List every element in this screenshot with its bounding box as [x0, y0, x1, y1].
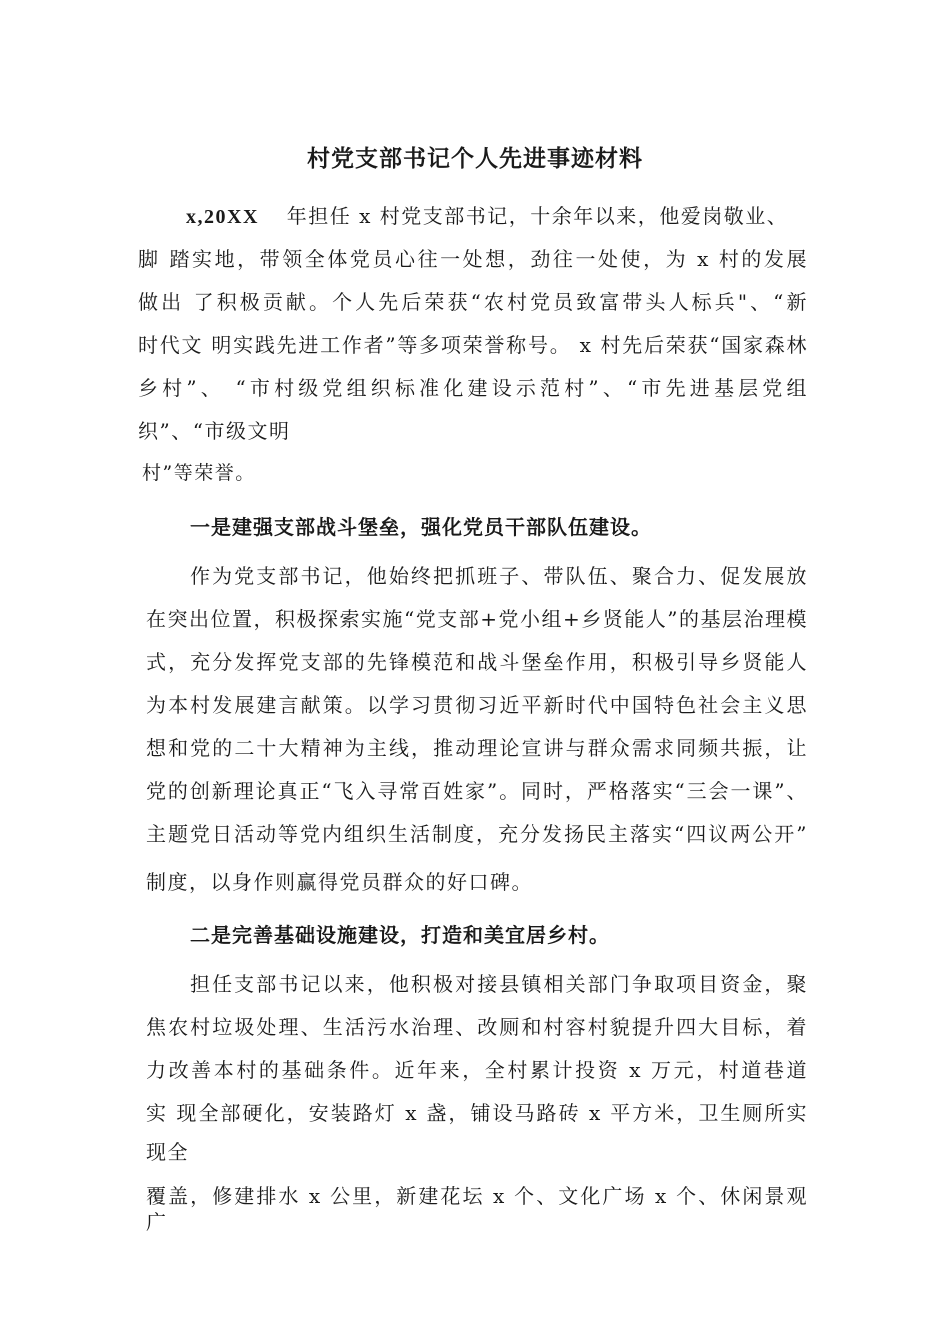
section-1-line-2: 在突出位置，积极探索实施“党支部+党小组+乡贤能人”的基层治理模 [146, 607, 808, 631]
section-1-line-8: 制度，以身作则赢得党员群众的好口碑。 [146, 870, 533, 894]
section-2-heading: 二是完善基础设施建设，打造和美宜居乡村。 [190, 923, 610, 947]
intro-lead: x,20XX [186, 206, 259, 228]
section-2-line-6: 覆盖，修建排水 x 公里，新建花坛 x 个、文化广场 x 个、休闲景观 [146, 1184, 808, 1208]
document-title: 村党支部书记个人先进事迹材料 [307, 146, 643, 172]
section-1-line-1: 作为党支部书记，他始终把抓班子、带队伍、聚合力、促发展放 [190, 564, 808, 588]
section-1-heading: 一是建强支部战斗堡垒，强化党员干部队伍建设。 [190, 515, 652, 539]
section-2-line-1: 担任支部书记以来，他积极对接县镇相关部门争取项目资金，聚 [190, 972, 808, 996]
section-2-line-7: 广 [146, 1210, 168, 1234]
section-2-line-5: 现全 [146, 1140, 189, 1164]
section-1-line-7: 主题党日活动等党内组织生活制度，充分发扬民主落实“四议两公开” [146, 822, 808, 846]
section-1-line-5: 想和党的二十大精神为主线，推动理论宣讲与群众需求同频共振，让 [146, 736, 808, 760]
intro-line-1-text: 年担任 x 村党支部书记，十余年以来，他爱岗敬业、 [286, 204, 789, 228]
intro-line-6: 织”、“市级文明 [138, 419, 291, 443]
intro-line-1 [186, 200, 808, 229]
section-1-line-4: 为本村发展建言献策。以学习贯彻习近平新时代中国特色社会主义思 [146, 693, 808, 717]
section-2-line-3: 力改善本村的基础条件。近年来，全村累计投资 x 万元，村道巷道 [146, 1058, 808, 1082]
intro-line-4: 时代文 明实践先进工作者”等多项荣誉称号。 x 村先后荣获“国家森林 [138, 333, 808, 357]
section-2-line-2: 焦农村垃圾处理、生活污水治理、改厕和村容村貌提升四大目标，着 [146, 1015, 808, 1039]
section-1-line-6: 党的创新理论真正“飞入寻常百姓家”。同时，严格落实“三会一课”、 [146, 779, 808, 803]
section-2-line-4: 实 现全部硬化，安装路灯 x 盏，铺设马路砖 x 平方米，卫生厕所实 [146, 1101, 808, 1125]
intro-line-7: 村”等荣誉。 [142, 462, 256, 484]
section-1-line-3: 式，充分发挥党支部的先锋模范和战斗堡垒作用，积极引导乡贤能人 [146, 650, 808, 674]
intro-line-5: 乡村”、 “市村级党组织标准化建设示范村”、“市先进基层党组 [138, 376, 808, 400]
intro-line-3: 做出 了积极贡献。个人先后荣获“农村党员致富带头人标兵"、“新 [138, 290, 808, 314]
intro-line-2: 脚 踏实地，带领全体党员心往一处想，劲往一处使，为 x 村的发展 [138, 247, 808, 271]
